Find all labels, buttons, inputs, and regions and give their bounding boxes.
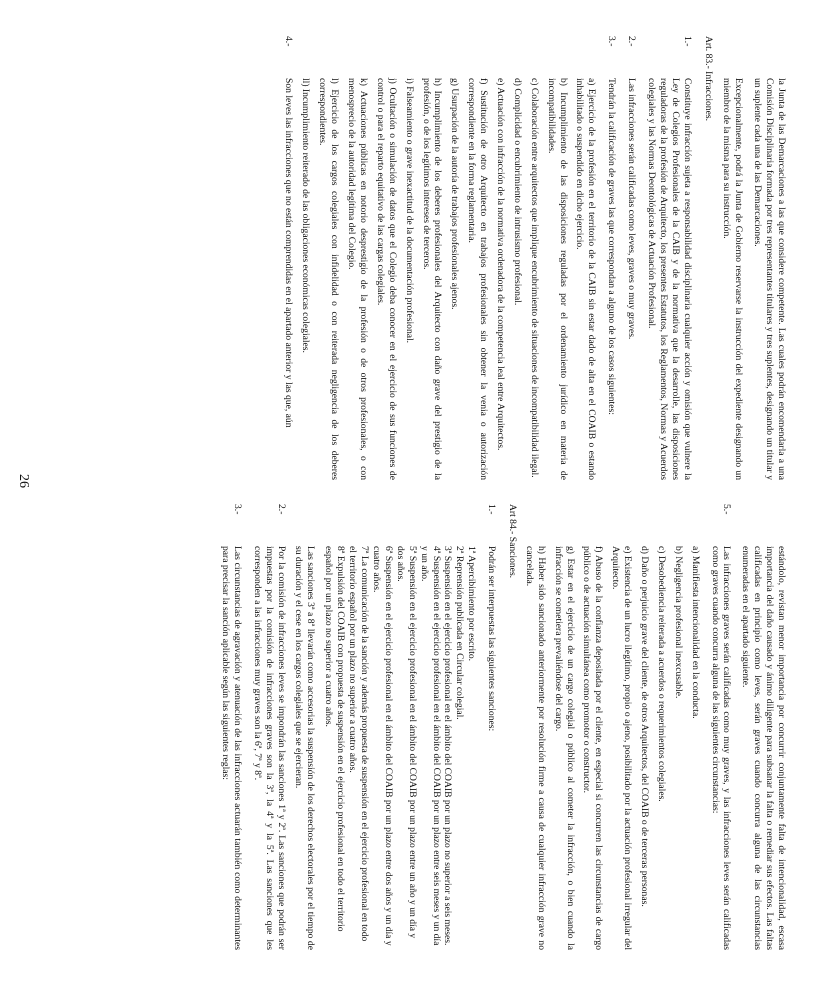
clause-1 xyxy=(645,36,693,480)
clause-text: Las circunstancias de agravación y atenuación de las infracciones actuarán también como determinantes para precisar la sanción aplicable según las siguientes reglas: xyxy=(220,546,244,950)
intro-paragraph-2: Excepcionalmente, podrá la Junta de Gobierno reservarse la instrucción del expediente designando un miembro de la misma para su instrucción. xyxy=(721,78,745,480)
page-number: 26 xyxy=(16,474,31,488)
clause-number: 2.- xyxy=(275,504,287,515)
clause-text: Las infracciones graves serán calificadas como muy graves, y las infracciones leves serán calificadas como graves cuando concurra alguna de las siguientes circunstancias: xyxy=(709,546,733,950)
clause-text: Por la comisión de infracciones leves se impondrán las sanciones 1ª y 2ª. Las sanciones que podrán ser impuestas por la comisión de infracciones graves son la 3ª, la 4ª y la 5ª. Las sanciones que les corresponden a las infracciones muy graves son la 6ª, 7ª y 8ª. xyxy=(252,546,287,950)
case-j: j) Ocultación o simulación de datos que el Colegio deba conocer en el ejercicio de sus funciones de control o para el reparto equitativo de las cargas colegiales. xyxy=(374,78,398,480)
clause-text: Constituye infracción sujeta a responsabilidad disciplinaria cualquier acción y omisión que vulnere la Ley de Colegios Profesionales de la CAIB y de la normativa que la desarrolle, las disposiciones reguladoras de la profesión de Arquitecto, los presentes Estatutos, los Reglamentos, Normas y Acuerdos colegiales y las Normas Deontológicas de Actuación Profesional. xyxy=(645,78,693,480)
clause-number: 2.- xyxy=(626,36,638,47)
clause-text: Son leves las infracciones que no están comprendidas en el apartado anterior y las que, aún xyxy=(283,78,295,428)
sanction-item: 6ª Suspensión en el ejercicio profesional en el ámbito del COAIB por un plazo entre dos años y un día y cuatro años. xyxy=(371,546,394,946)
case-k: k) Actuaciones públicas en notorio desprestigio de la profesión o de otros profesionales, o con menosprecio de la autoridad legítima del Colegio. xyxy=(346,78,369,480)
sanction-item: 7ª La comunicación de la sanción y además propuesta de suspensión en el ejercicio profesional en todo el territorio español por un plazo no superior a cuatro años. xyxy=(347,546,371,942)
circumstance-c: c) Desobediencia reiterada a acuerdos o requerimientos colegiales. xyxy=(655,546,667,802)
case-d: d) Complicidad o encubrimiento de intrusismo profesional. xyxy=(511,78,523,306)
sanctions-accessory-note: Las sanciones 3ª a 8ª llevarán como accesorias la suspensión de los derechos electorales por el tiempo de su duración y el cese en los cargos colegiales que se ejercieran. xyxy=(292,546,316,950)
case-i: i) Falseamiento o grave inexactitud de la documentación profesional. xyxy=(403,78,415,344)
sanction-item: 8ª Expulsión del COAIB con propuesta de suspensión en el ejercicio profesional en todo el territorio español por un plazo no superior a cuatro años. xyxy=(323,546,347,932)
case-c: c) Colaboración entre arquitectos que implique encubrimiento de situaciones de incompatibilidad ilegal. xyxy=(528,78,540,478)
sanction-item: 4ª Suspensión en el ejercicio profesional en el ámbito del COAIB por un plazo entre seis meses y un día y un año. xyxy=(418,546,442,946)
sanctions-list xyxy=(292,546,477,950)
circumstance-e: e) Existencia de un lucro ilegítimo, propio o ajeno, posibilitado por la actuación profesional irregular del Arquitecto. xyxy=(610,546,634,950)
grave-cases-list xyxy=(300,78,598,480)
circumstance-f: f) Abuso de la confianza depositada por el cliente, en especial si concurren las circunstancias de cargo público o de actuación simultánea como promotor o constructor. xyxy=(581,546,605,950)
sanction-clause-3 xyxy=(219,504,243,950)
circumstance-a: a) Manifiesta intencionalidad en la conducta. xyxy=(689,546,701,719)
clause-number: 1.- xyxy=(486,504,498,515)
sanction-clause-2 xyxy=(251,504,287,950)
clause-4 xyxy=(283,36,295,480)
circumstance-g: g) Estar en el ejercicio de un cargo colegial o público al cometer la infracción, o bien cuando la infracción se cometiera prevaliéndose del cargo. xyxy=(552,546,576,950)
clause-text: Las infracciones serán calificadas como leves, graves o muy graves. xyxy=(626,78,638,340)
circumstance-b: b) Negligencia profesional inexcusable. xyxy=(672,546,684,699)
clause-text: Tendrán la calificación de graves las que correspondan a alguno de los casos siguientes: xyxy=(606,78,618,415)
clause-number: 1.- xyxy=(681,36,693,47)
continuation-paragraph: estándolo, revistan menor importancia por concurrir conjuntamente falta de intencionalidad, escasa importancia del daño causado y ánimo diligente para subsanar la falta o remediar sus efectos. Las faltas calificadas en principio como leves, serán graves cuando concurra alguna de las circunstancias enumeradas en el apartado siguiente. xyxy=(740,546,787,950)
right-column xyxy=(211,504,787,950)
case-a: a) Ejercicio de la profesión en el territorio de la CAIB sin estar dado de alta en el COAIB o estando inhabilitado o suspendido en dicho ejercicio. xyxy=(574,78,598,480)
sanction-item: 1ª Apercibimiento por escrito. xyxy=(466,546,478,662)
article-83-heading: Art. 83.- Infracciones. xyxy=(702,36,714,121)
sanction-item: 2ª Reprensión publicada en Circular colegial. xyxy=(454,546,466,720)
clause-5 xyxy=(709,504,733,950)
circumstance-h: h) Haber sido sancionado anteriormente por resolución firme a causa de cualquier infracción grave no cancelada. xyxy=(523,546,547,950)
circumstance-d: d) Daño o perjuicio grave del cliente, de otros Arquitectos, del COAIB o de terceras personas. xyxy=(638,546,650,907)
case-h: h) Incumplimiento de los deberes profesionales del Arquitecto con daño grave del prestigio de la profesión, o de los legítimos intereses de terceros. xyxy=(420,78,444,480)
case-f: f) Sustitución de otro Arquitecto en trabajos profesionales sin obtener la venia o autorización correspondiente en la forma reglamentaria. xyxy=(466,78,490,480)
clause-number: 3.- xyxy=(232,504,244,515)
clause-number: 4.- xyxy=(283,36,295,47)
case-b: b) Incumplimiento de las disposiciones reguladas por el ordenamiento jurídico en materia de incompatibilidades. xyxy=(545,78,569,480)
intro-paragraph: la Junta de las Demarcaciones a las que considere competente. Las cuales podrán encomendarla a una Comisión Disciplinaria formada por tres representantes titulares y tres suplentes, designando un titular y un suplente cada una de las Demarcaciones. xyxy=(752,78,787,480)
clause-number: 3.- xyxy=(606,36,618,47)
clause-3 xyxy=(605,36,617,480)
clause-2 xyxy=(625,36,637,480)
clause-number: 5.- xyxy=(721,504,733,515)
left-column xyxy=(275,36,787,480)
sanction-clause-1 xyxy=(485,504,497,950)
article-84-heading: Art 84.- Sanciones. xyxy=(506,504,518,579)
sanction-item: 3ª Suspensión en el ejercicio profesional en el ámbito del COAIB por un plazo no superior a seis meses. xyxy=(442,546,454,946)
sanction-item: 5ª Suspensión en el ejercicio profesional en el ámbito del COAIB por un plazo entre un año y un día y dos años. xyxy=(394,546,418,939)
case-l: l) Ejercicio de los cargos colegiales con infidelidad o con reiterada negligencia de los deberes correspondientes. xyxy=(317,78,341,480)
clause-text: Podrán ser interpuestas las siguientes sanciones: xyxy=(486,546,498,732)
case-e: e) Actuación con infracción de la normativa ordenadora de la competencia leal entre Arquitectos. xyxy=(494,78,506,451)
case-g: g) Usurpación de la autoría de trabajos profesionales ajenos. xyxy=(449,78,461,310)
case-ll: ll) Incumplimiento reiterado de las obligaciones económicas colegiales. xyxy=(300,78,312,353)
aggravating-circumstances-list xyxy=(523,546,701,950)
